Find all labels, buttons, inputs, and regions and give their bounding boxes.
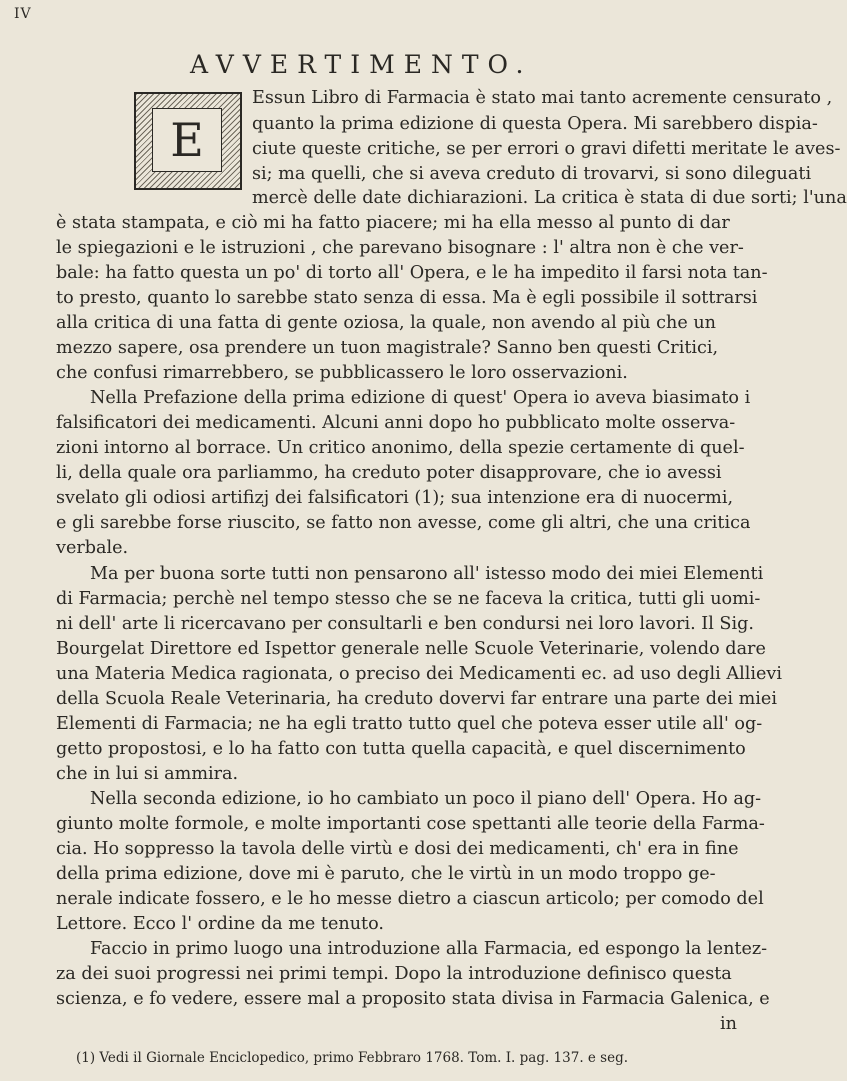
text-line: si; ma quelli, che si aveva creduto di trovarvi, si sono dileguati	[252, 164, 812, 184]
text-line: della prima edizione, dove mi è paruto, che le virtù in un modo troppo ge-	[56, 864, 716, 884]
text-line: mezzo sapere, osa prendere un tuon magistrale? Sanno ben questi Critici,	[56, 338, 719, 358]
text-line: Ma per buona sorte tutti non pensarono all' istesso modo dei miei Elementi	[90, 564, 764, 584]
text-line: zioni intorno al borrace. Un critico anonimo, della spezie certamente di quel-	[56, 438, 745, 458]
text-line: nerale indicate fossero, e le ho messe dietro a ciascun articolo; per comodo del	[56, 889, 764, 909]
initial-letter: E	[170, 113, 204, 167]
text-line: Bourgelat Direttore ed Ispettor generale nelle Scuole Veterinarie, volendo dare	[56, 639, 766, 659]
text-line: Elementi di Farmacia; ne ha egli tratto tutto quel che poteva esser utile all' og-	[56, 714, 763, 734]
text-line: cia. Ho soppresso la tavola delle virtù e dosi dei medicamenti, ch' era in fine	[56, 839, 739, 859]
text-line: quanto la prima edizione di questa Opera. Mi sarebbero dispia-	[252, 114, 818, 134]
text-line: ciute queste critiche, se per errori o gravi difetti meritate le aves-	[252, 139, 841, 159]
text-line: Faccio in primo luogo una introduzione alla Farmacia, ed espongo la lentez-	[90, 939, 768, 959]
text-line: li, della quale ora parliammo, ha creduto poter disapprovare, che io avessi	[56, 463, 722, 483]
text-line: giunto molte formole, e molte importanti cose spettanti alle teorie della Farma-	[56, 814, 765, 834]
text-line: ni dell' arte li ricercavano per consultarli e ben condursi nei loro lavori. Il Sig.	[56, 614, 754, 634]
text-line: è stata stampata, e ciò mi ha fatto piacere; mi ha ella messo al punto di dar	[56, 213, 730, 233]
text-line: che in lui si ammira.	[56, 764, 239, 784]
text-line: to presto, quanto lo sarebbe stato senza di essa. Ma è egli possibile il sottrarsi	[56, 288, 758, 308]
footnote: (1) Vedi il Giornale Enciclopedico, primo Febbraro 1768. Tom. I. pag. 137. e seg.	[76, 1050, 629, 1066]
text-line: Essun Libro di Farmacia è stato mai tanto acremente censurato ,	[252, 88, 833, 108]
text-line: le spiegazioni e le istruzioni , che parevano bisognare : l' altra non è che ver-	[56, 238, 744, 258]
text-line: getto propostosi, e lo ha fatto con tutta quella capacità, e quel discernimento	[56, 739, 746, 759]
text-line: falsificatori dei medicamenti. Alcuni anni dopo ho pubblicato molte osserva-	[56, 413, 736, 433]
text-line: mercè delle date dichiarazioni. La critica è stata di due sorti; l'una	[252, 188, 847, 208]
text-line: Nella seconda edizione, io ho cambiato un poco il piano dell' Opera. Ho ag-	[90, 789, 762, 809]
text-line: della Scuola Reale Veterinaria, ha creduto dovervi far entrare una parte dei miei	[56, 689, 777, 709]
page-title: AVVERTIMENTO.	[190, 50, 533, 79]
text-line: verbale.	[56, 538, 129, 558]
text-line: scienza, e fo vedere, essere mal a proposito stata divisa in Farmacia Galenica, e	[56, 989, 770, 1009]
text-line: di Farmacia; perchè nel tempo stesso che se ne faceva la critica, tutti gli uomi-	[56, 589, 761, 609]
text-line: Lettore. Ecco l' ordine da me tenuto.	[56, 914, 384, 934]
page-number: IV	[14, 6, 32, 22]
text-line: bale: ha fatto questa un po' di torto all' Opera, e le ha impedito il farsi nota tan-	[56, 263, 768, 283]
text-line: alla critica di una fatta di gente oziosa, la quale, non avendo al più che un	[56, 313, 716, 333]
text-line: svelato gli odiosi artifizj dei falsificatori (1); sua intenzione era di nuocermi,	[56, 488, 734, 508]
decorated-initial-frame	[152, 108, 222, 172]
text-line: una Materia Medica ragionata, o preciso dei Medicamenti ec. ad uso degli Allievi	[56, 664, 782, 684]
text-line: za dei suoi progressi nei primi tempi. Dopo la introduzione definisco questa	[56, 964, 732, 984]
text-line: che confusi rimarrebbero, se pubblicassero le loro osservazioni.	[56, 363, 628, 383]
decorated-initial	[134, 92, 242, 190]
catchword: in	[720, 1014, 737, 1034]
text-line: e gli sarebbe forse riuscito, se fatto non avesse, come gli altri, che una critica	[56, 513, 751, 533]
text-line: Nella Prefazione della prima edizione di quest' Opera io aveva biasimato i	[90, 388, 751, 408]
